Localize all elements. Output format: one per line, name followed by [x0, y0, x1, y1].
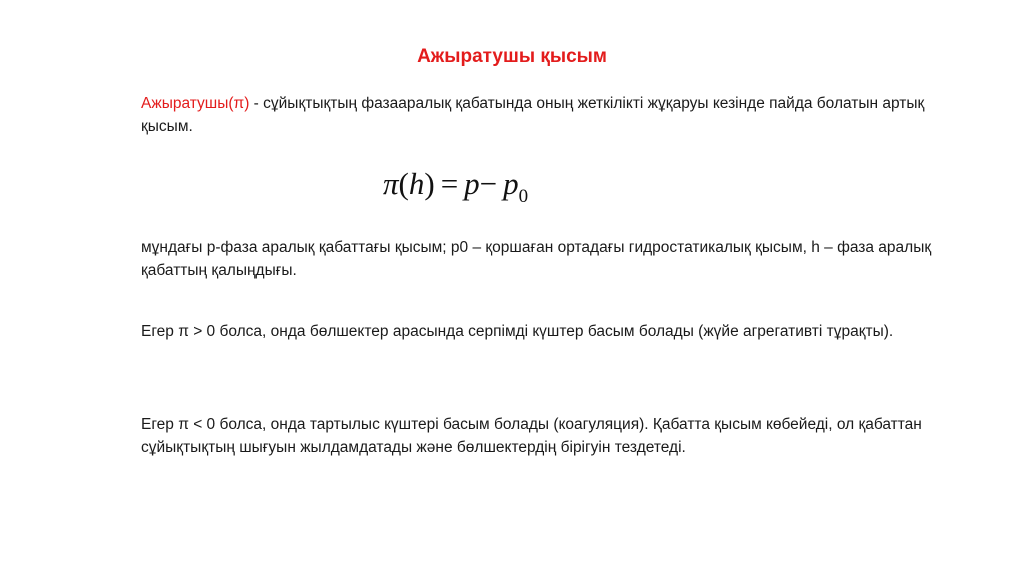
definition-text: - сұйықтықтың фазааралық қабатында оның жеткілікті жұқаруы кезінде пайда болатын артық қысым.: [141, 95, 925, 135]
formula-p0: p: [503, 166, 519, 201]
formula-equals: =: [440, 166, 459, 201]
definition-paragraph: [141, 92, 941, 138]
disjoining-pressure-formula: [383, 164, 528, 209]
formula-p: p: [464, 166, 480, 201]
formula-pi: π: [383, 166, 399, 201]
slide-title: Ажыратушы қысым: [417, 46, 607, 67]
formula-minus: −: [479, 166, 498, 201]
formula-close-paren: ): [424, 166, 435, 201]
negative-case-paragraph: Егер π < 0 болса, онда тартылыс күштері басым болады (коагуляция). Қабатта қысым көбейеді, ол қабаттан сұйықтықтың шығуын жылдамдатады және бөлшектердің бірігуін тездетеді.: [141, 416, 922, 456]
explanation-paragraph: мұндағы p-фаза аралық қабаттағы қысым; p0 – қоршаған ортадағы гидростатикалық қысым, h – фаза аралық қабаттың қалыңдығы.: [141, 239, 932, 279]
formula-h: h: [408, 166, 425, 201]
formula-subscript-zero: 0: [518, 186, 529, 207]
definition-term: Ажыратушы(π): [141, 95, 250, 112]
positive-case-paragraph: Егер π > 0 болса, онда бөлшектер арасында серпімді күштер басым болады (жүйе агрегативті тұрақты).: [141, 323, 894, 340]
formula-open-paren: (: [398, 166, 409, 201]
